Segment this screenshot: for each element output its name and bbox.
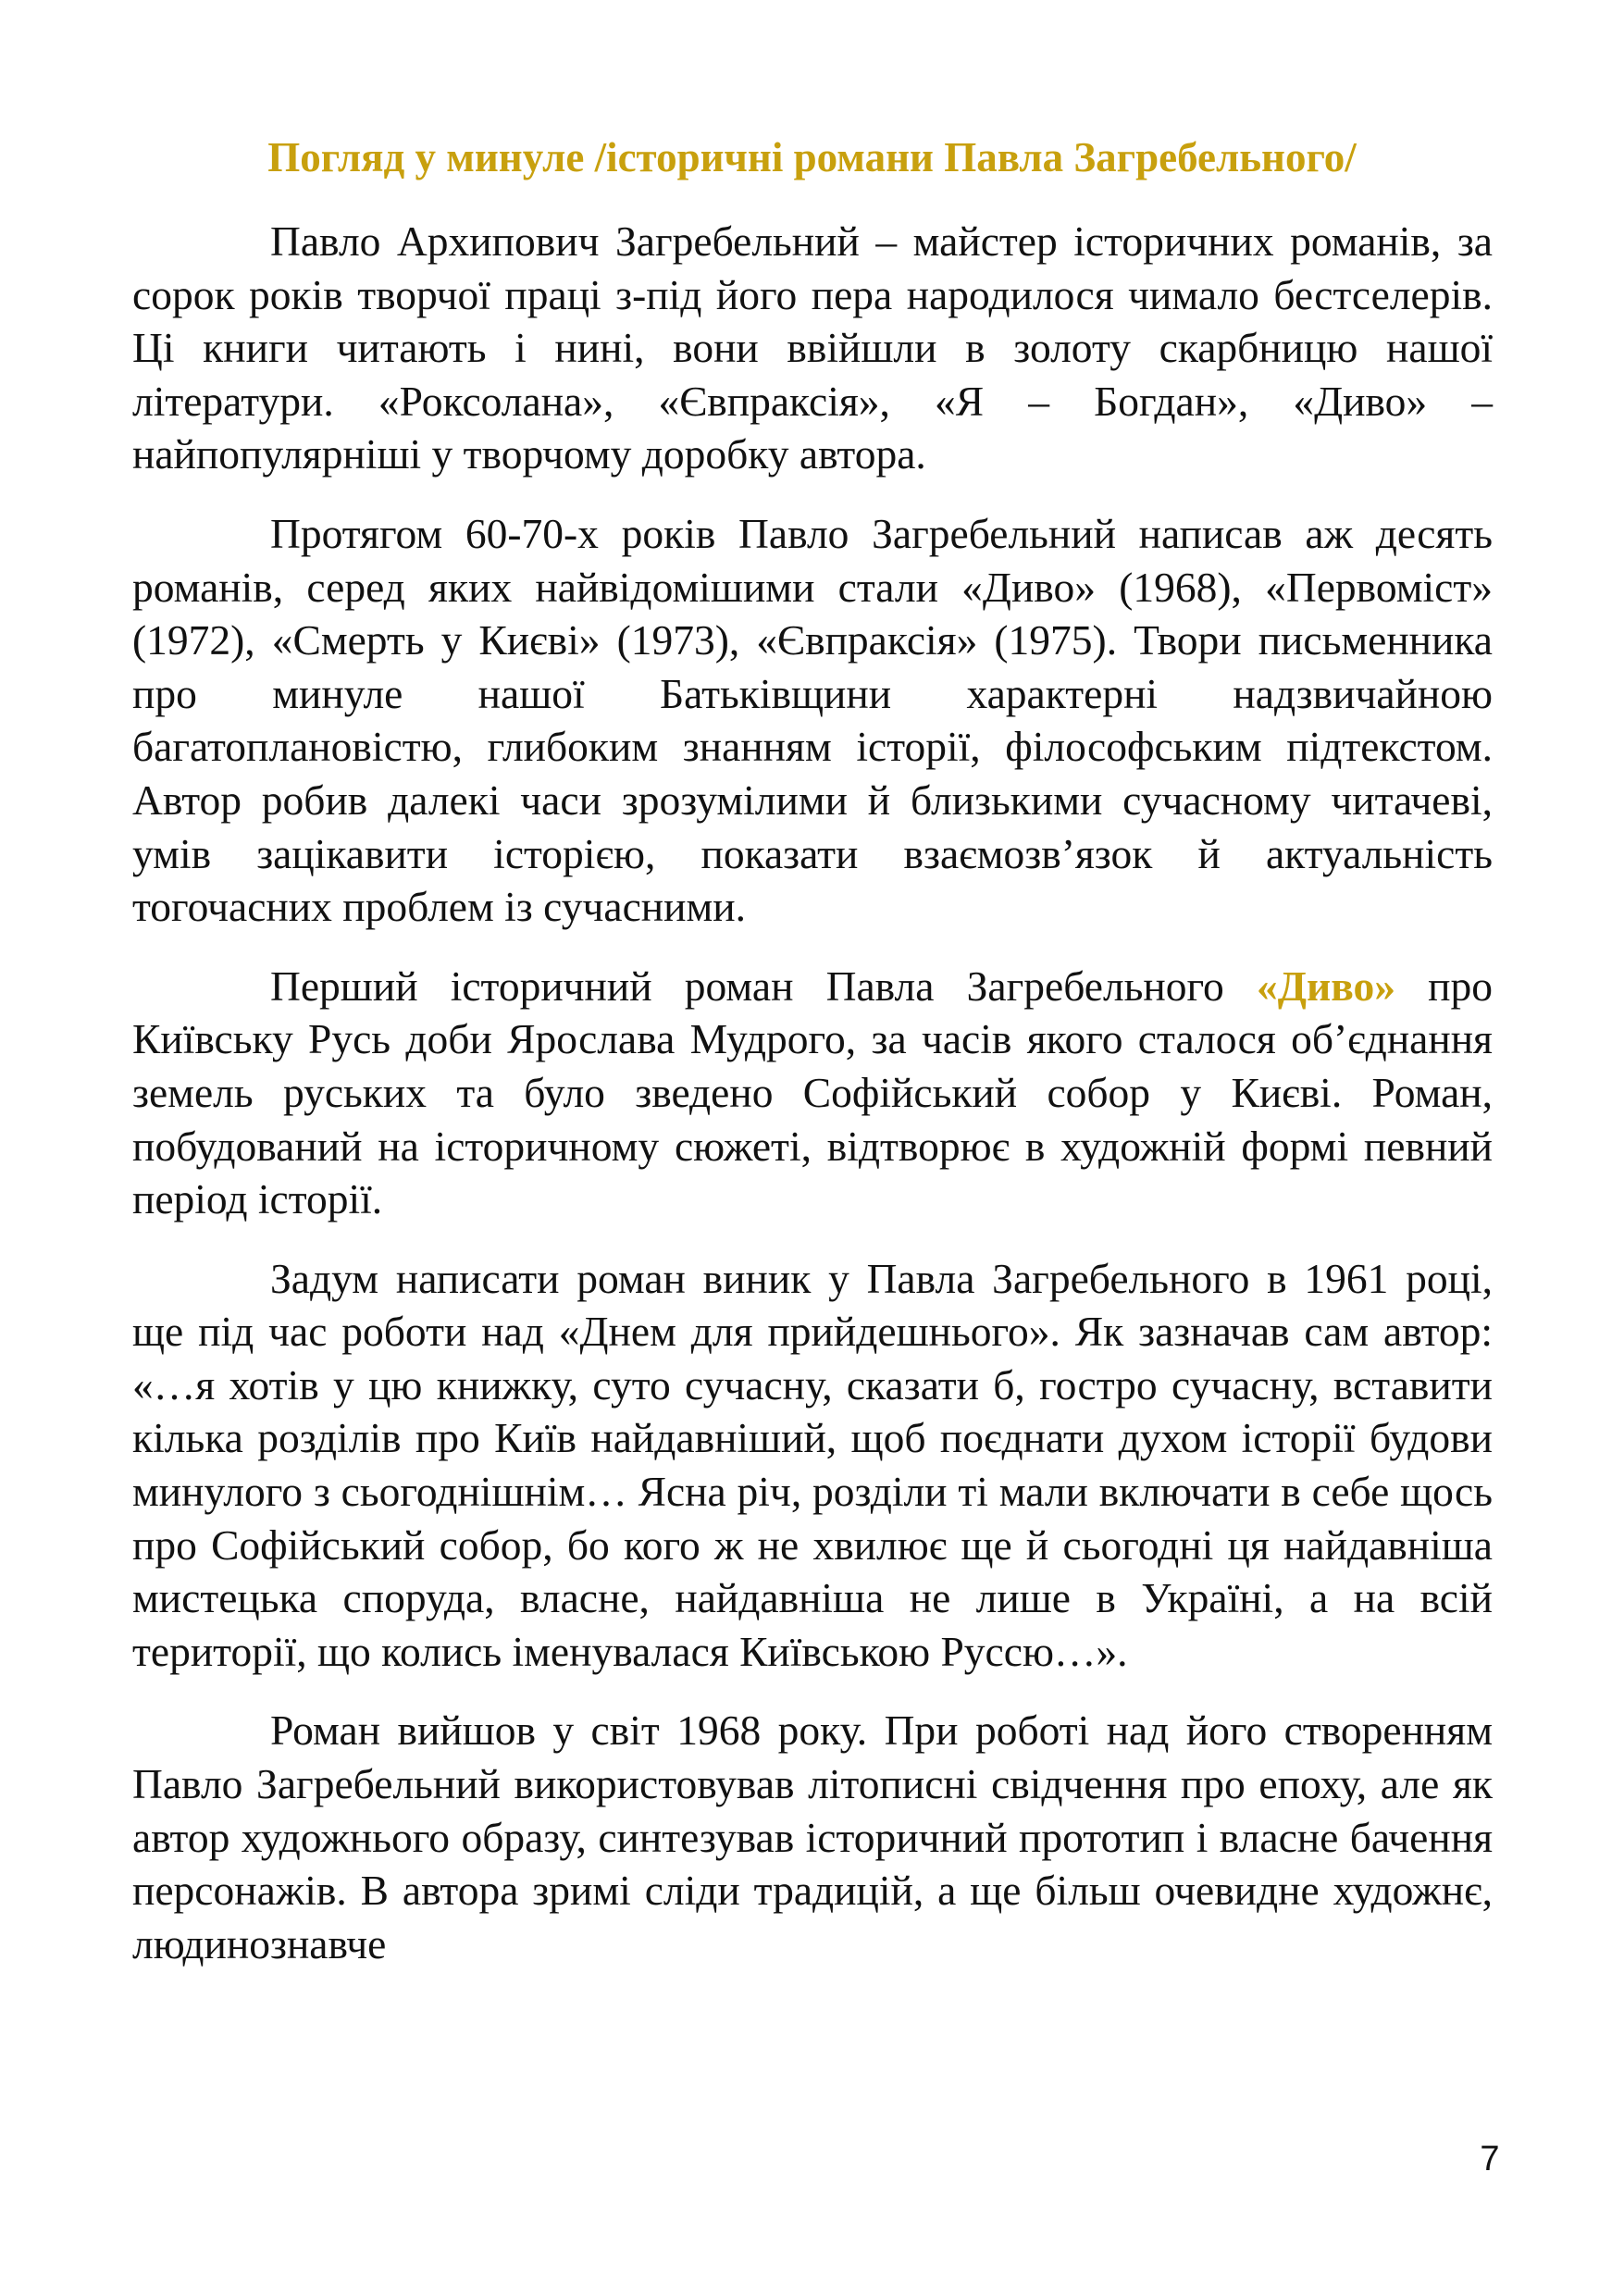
- page-number: 7: [1480, 2140, 1500, 2178]
- paragraph-1: Павло Архипович Загребельний – майстер історичних романів, за сорок років творчої праці з-під його пера народилося чимало бестселерів. Ці книги читають і нині, вони ввійшли в золоту скарбницю нашої літератури. «Роксолана», «Євпраксія», «Я – Богдан», «Диво» – найпопулярніші у творчому доробку автора.: [132, 217, 1493, 478]
- page-title: Погляд у минуле /історичні романи Павла Загребельного/: [267, 134, 1357, 180]
- article-body: [132, 215, 1493, 1996]
- paragraph-2: Протягом 60-70-х років Павло Загребельний написав аж десять романів, серед яких найвідомішими стали «Диво» (1968), «Первоміст» (1972), «Смерть у Києві» (1973), «Євпраксія» (1975). Твори письменника про минуле нашої Батьківщини характерні надзвичайною багатоплановістю, глибоким знанням історії, філософським підтекстом. Автор робив далекі часи зрозумілими й близькими сучасному читачеві, умів зацікавити історією, показати взаємозв’язок й актуальність тогочасних проблем із сучасними.: [132, 509, 1493, 931]
- paragraph-3: [132, 960, 1493, 1226]
- paragraph-5: Роман вийшов у світ 1968 року. При роботі над його створенням Павло Загребельний використовував літописні свідчення про епоху, але як автор художнього образу, синтезував історичний прототип і власне бачення персонажів. В автора зримі сліди традицій, а ще більш очевидне художнє, людинознавче: [132, 1706, 1493, 1967]
- paragraph-3-text-end: про Київську Русь доби Ярослава Мудрого, за часів якого сталося об’єднання земель руських та було зведено Софійський собор у Києві. Роман, побудований на історичному сюжеті, відтворює в художній формі певний період історії.: [132, 962, 1493, 1223]
- paragraph-3-text-start: Перший історичний роман Павла Загребельного: [270, 962, 1257, 1010]
- paragraph-4: Задум написати роман виник у Павла Загребельного в 1961 році, ще під час роботи над «Днем для прийдешнього». Як зазначав сам автор: «…я хотів у цю книжку, суто сучасну, сказати б, гостро сучасну, вставити кілька розділів про Київ найдавніший, щоб поєднати духом історії будови минулого з сьогоднішнім… Ясна річ, розділи ті мали включати в себе щось про Софійський собор, бо кого ж не хвилює ще й сьогодні ця найдавніша мистецька споруда, власне, найдавніша не лише в Україні, а на всій території, що колись іменувалася Київською Руссю…».: [132, 1254, 1493, 1675]
- novel-title-highlight: «Диво»: [1256, 962, 1395, 1010]
